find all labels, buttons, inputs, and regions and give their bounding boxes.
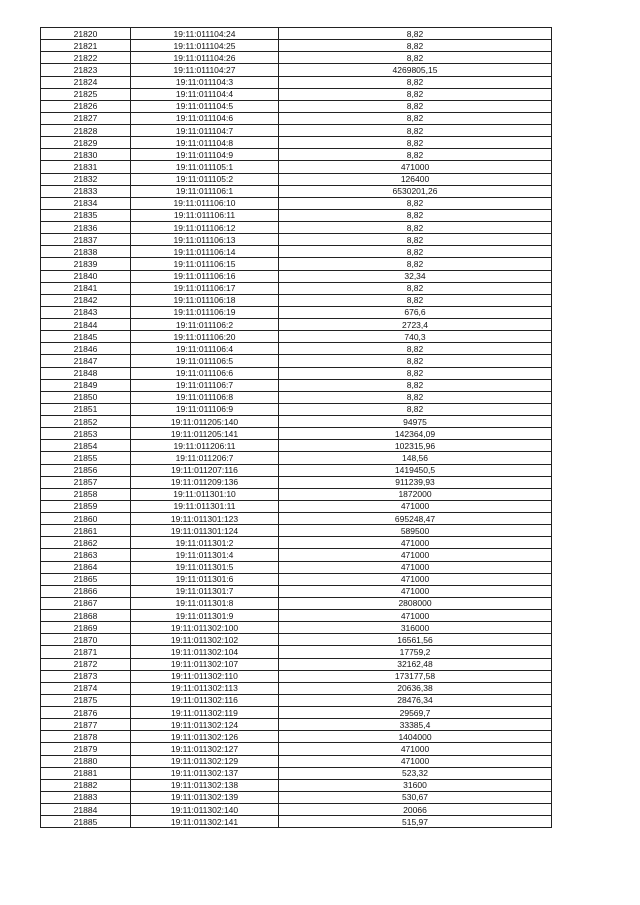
value-cell: 8,82 [279,343,552,355]
row-number-cell: 21865 [41,573,131,585]
cadastral-number-cell: 19:11:011301:2 [131,537,279,549]
cadastral-number-cell: 19:11:011106:14 [131,246,279,258]
table-row [41,125,552,137]
value-cell: 33385,4 [279,719,552,731]
cadastral-number-cell: 19:11:011106:11 [131,209,279,221]
cadastral-number-cell: 19:11:011106:18 [131,294,279,306]
table-row [41,246,552,258]
cadastral-number-cell: 19:11:011209:136 [131,476,279,488]
value-cell: 29569,7 [279,707,552,719]
value-cell: 148,56 [279,452,552,464]
row-number-cell: 21829 [41,137,131,149]
table-row [41,585,552,597]
row-number-cell: 21884 [41,804,131,816]
value-cell: 20066 [279,804,552,816]
table-row [41,149,552,161]
value-cell: 8,82 [279,112,552,124]
cadastral-number-cell: 19:11:011302:124 [131,719,279,731]
cadastral-number-cell: 19:11:011302:129 [131,755,279,767]
table-row [41,634,552,646]
cadastral-number-cell: 19:11:011301:8 [131,597,279,609]
row-number-cell: 21857 [41,476,131,488]
row-number-cell: 21861 [41,525,131,537]
row-number-cell: 21833 [41,185,131,197]
row-number-cell: 21840 [41,270,131,282]
row-number-cell: 21858 [41,488,131,500]
row-number-cell: 21820 [41,28,131,40]
row-number-cell: 21885 [41,816,131,828]
cadastral-number-cell: 19:11:011104:5 [131,100,279,112]
row-number-cell: 21841 [41,282,131,294]
table-row [41,185,552,197]
row-number-cell: 21862 [41,537,131,549]
table-row [41,161,552,173]
value-cell: 8,82 [279,125,552,137]
value-cell: 1872000 [279,488,552,500]
row-number-cell: 21851 [41,403,131,415]
value-cell: 28476,34 [279,694,552,706]
cadastral-number-cell: 19:11:011106:20 [131,331,279,343]
table-row [41,331,552,343]
value-cell: 471000 [279,549,552,561]
value-cell: 1419450,5 [279,464,552,476]
cadastral-number-cell: 19:11:011207:116 [131,464,279,476]
cadastral-number-cell: 19:11:011302:137 [131,767,279,779]
cadastral-number-cell: 19:11:011106:5 [131,355,279,367]
row-number-cell: 21837 [41,234,131,246]
cadastral-number-cell: 19:11:011302:138 [131,779,279,791]
cadastral-number-cell: 19:11:011104:24 [131,28,279,40]
row-number-cell: 21855 [41,452,131,464]
row-number-cell: 21826 [41,100,131,112]
value-cell: 8,82 [279,234,552,246]
table-row [41,755,552,767]
table-row [41,112,552,124]
table-row [41,452,552,464]
row-number-cell: 21832 [41,173,131,185]
table-row [41,270,552,282]
table-row [41,646,552,658]
cadastral-number-cell: 19:11:011301:4 [131,549,279,561]
table-row [41,767,552,779]
row-number-cell: 21882 [41,779,131,791]
value-cell: 8,82 [279,100,552,112]
row-number-cell: 21880 [41,755,131,767]
row-number-cell: 21874 [41,682,131,694]
value-cell: 6530201,26 [279,185,552,197]
row-number-cell: 21879 [41,743,131,755]
value-cell: 102315,96 [279,440,552,452]
cadastral-number-cell: 19:11:011106:17 [131,282,279,294]
value-cell: 8,82 [279,76,552,88]
cadastral-number-cell: 19:11:011105:2 [131,173,279,185]
row-number-cell: 21825 [41,88,131,100]
cadastral-number-cell: 19:11:011301:5 [131,561,279,573]
table-row [41,137,552,149]
cadastral-number-cell: 19:11:011302:140 [131,804,279,816]
value-cell: 32,34 [279,270,552,282]
row-number-cell: 21860 [41,513,131,525]
value-cell: 8,82 [279,137,552,149]
table-row [41,731,552,743]
table-row [41,658,552,670]
value-cell: 471000 [279,537,552,549]
table-row [41,197,552,209]
value-cell: 32162,48 [279,658,552,670]
value-cell: 8,82 [279,197,552,209]
row-number-cell: 21878 [41,731,131,743]
cadastral-number-cell: 19:11:011205:141 [131,428,279,440]
table-row [41,622,552,634]
table-row [41,440,552,452]
row-number-cell: 21823 [41,64,131,76]
value-cell: 2808000 [279,597,552,609]
table-row [41,40,552,52]
cadastral-number-cell: 19:11:011106:15 [131,258,279,270]
row-number-cell: 21873 [41,670,131,682]
value-cell: 589500 [279,525,552,537]
cadastral-number-cell: 19:11:011106:7 [131,379,279,391]
value-cell: 471000 [279,161,552,173]
table-row [41,173,552,185]
table-row [41,222,552,234]
cadastral-number-cell: 19:11:011104:6 [131,112,279,124]
value-cell: 142364,09 [279,428,552,440]
value-cell: 8,82 [279,149,552,161]
table-row [41,294,552,306]
value-cell: 471000 [279,755,552,767]
cadastral-number-cell: 19:11:011301:10 [131,488,279,500]
row-number-cell: 21868 [41,610,131,622]
table-row [41,791,552,803]
row-number-cell: 21848 [41,367,131,379]
cadastral-number-cell: 19:11:011302:139 [131,791,279,803]
cadastral-number-cell: 19:11:011104:26 [131,52,279,64]
cadastral-number-cell: 19:11:011106:4 [131,343,279,355]
row-number-cell: 21863 [41,549,131,561]
row-number-cell: 21877 [41,719,131,731]
table-row [41,52,552,64]
row-number-cell: 21881 [41,767,131,779]
table-row [41,719,552,731]
cadastral-number-cell: 19:11:011302:127 [131,743,279,755]
row-number-cell: 21844 [41,319,131,331]
value-cell: 8,82 [279,52,552,64]
row-number-cell: 21869 [41,622,131,634]
table-row [41,804,552,816]
value-cell: 20636,38 [279,682,552,694]
cadastral-number-cell: 19:11:011302:104 [131,646,279,658]
table-row [41,488,552,500]
row-number-cell: 21870 [41,634,131,646]
row-number-cell: 21824 [41,76,131,88]
cadastral-number-cell: 19:11:011106:10 [131,197,279,209]
row-number-cell: 21872 [41,658,131,670]
value-cell: 8,82 [279,209,552,221]
value-cell: 94975 [279,416,552,428]
cadastral-number-cell: 19:11:011302:119 [131,707,279,719]
table-row [41,682,552,694]
value-cell: 471000 [279,500,552,512]
value-cell: 911239,93 [279,476,552,488]
table-row [41,343,552,355]
table-row [41,464,552,476]
row-number-cell: 21849 [41,379,131,391]
table-row [41,694,552,706]
row-number-cell: 21839 [41,258,131,270]
cadastral-number-cell: 19:11:011106:9 [131,403,279,415]
table-row [41,355,552,367]
table-row [41,573,552,585]
value-cell: 1404000 [279,731,552,743]
cadastral-number-cell: 19:11:011105:1 [131,161,279,173]
table-row [41,76,552,88]
table-row [41,525,552,537]
cadastral-number-cell: 19:11:011106:2 [131,319,279,331]
table-row [41,707,552,719]
row-number-cell: 21864 [41,561,131,573]
table-row [41,234,552,246]
cadastral-number-cell: 19:11:011301:11 [131,500,279,512]
cadastral-number-cell: 19:11:011301:123 [131,513,279,525]
table-row [41,391,552,403]
cadastral-number-cell: 19:11:011301:7 [131,585,279,597]
row-number-cell: 21853 [41,428,131,440]
row-number-cell: 21883 [41,791,131,803]
table-row [41,597,552,609]
cadastral-number-cell: 19:11:011104:8 [131,137,279,149]
cadastral-number-cell: 19:11:011106:1 [131,185,279,197]
cadastral-number-cell: 19:11:011106:13 [131,234,279,246]
row-number-cell: 21854 [41,440,131,452]
row-number-cell: 21871 [41,646,131,658]
table-row [41,282,552,294]
row-number-cell: 21842 [41,294,131,306]
cadastral-number-cell: 19:11:011104:7 [131,125,279,137]
cadastral-number-cell: 19:11:011302:116 [131,694,279,706]
table-row [41,379,552,391]
table-row [41,64,552,76]
table-row [41,428,552,440]
row-number-cell: 21866 [41,585,131,597]
value-cell: 173177,58 [279,670,552,682]
value-cell: 8,82 [279,246,552,258]
value-cell: 471000 [279,610,552,622]
table-row [41,306,552,318]
value-cell: 530,67 [279,791,552,803]
value-cell: 8,82 [279,355,552,367]
row-number-cell: 21835 [41,209,131,221]
value-cell: 471000 [279,585,552,597]
value-cell: 8,82 [279,294,552,306]
table-row [41,100,552,112]
row-number-cell: 21850 [41,391,131,403]
table-row [41,816,552,828]
cadastral-number-cell: 19:11:011302:113 [131,682,279,694]
row-number-cell: 21867 [41,597,131,609]
value-cell: 8,82 [279,28,552,40]
value-cell: 316000 [279,622,552,634]
value-cell: 676,6 [279,306,552,318]
row-number-cell: 21834 [41,197,131,209]
cadastral-number-cell: 19:11:011106:8 [131,391,279,403]
table-row [41,209,552,221]
value-cell: 471000 [279,573,552,585]
table-row [41,549,552,561]
value-cell: 2723,4 [279,319,552,331]
value-cell: 8,82 [279,403,552,415]
row-number-cell: 21830 [41,149,131,161]
table-row [41,258,552,270]
table-row [41,88,552,100]
data-table [40,27,552,828]
value-cell: 17759,2 [279,646,552,658]
cadastral-number-cell: 19:11:011302:110 [131,670,279,682]
cadastral-number-cell: 19:11:011301:6 [131,573,279,585]
table-row [41,537,552,549]
table-row [41,670,552,682]
value-cell: 471000 [279,743,552,755]
row-number-cell: 21845 [41,331,131,343]
table-row [41,500,552,512]
row-number-cell: 21836 [41,222,131,234]
value-cell: 740,3 [279,331,552,343]
row-number-cell: 21821 [41,40,131,52]
value-cell: 8,82 [279,88,552,100]
value-cell: 8,82 [279,258,552,270]
cadastral-number-cell: 19:11:011106:19 [131,306,279,318]
cadastral-number-cell: 19:11:011104:4 [131,88,279,100]
cadastral-number-cell: 19:11:011302:126 [131,731,279,743]
row-number-cell: 21856 [41,464,131,476]
row-number-cell: 21846 [41,343,131,355]
row-number-cell: 21843 [41,306,131,318]
cadastral-number-cell: 19:11:011106:16 [131,270,279,282]
cadastral-number-cell: 19:11:011302:141 [131,816,279,828]
value-cell: 126400 [279,173,552,185]
table-row [41,476,552,488]
cadastral-number-cell: 19:11:011206:7 [131,452,279,464]
table-row [41,403,552,415]
cadastral-number-cell: 19:11:011205:140 [131,416,279,428]
row-number-cell: 21831 [41,161,131,173]
table-row [41,367,552,379]
row-number-cell: 21859 [41,500,131,512]
value-cell: 8,82 [279,367,552,379]
cadastral-number-cell: 19:11:011106:12 [131,222,279,234]
value-cell: 8,82 [279,391,552,403]
value-cell: 523,32 [279,767,552,779]
value-cell: 8,82 [279,40,552,52]
cadastral-number-cell: 19:11:011104:27 [131,64,279,76]
value-cell: 8,82 [279,379,552,391]
row-number-cell: 21838 [41,246,131,258]
table-row [41,28,552,40]
table-row [41,561,552,573]
value-cell: 8,82 [279,222,552,234]
cadastral-number-cell: 19:11:011206:11 [131,440,279,452]
row-number-cell: 21852 [41,416,131,428]
table-row [41,416,552,428]
table-row [41,743,552,755]
cadastral-number-cell: 19:11:011104:3 [131,76,279,88]
row-number-cell: 21822 [41,52,131,64]
value-cell: 515,97 [279,816,552,828]
row-number-cell: 21875 [41,694,131,706]
cadastral-number-cell: 19:11:011302:107 [131,658,279,670]
data-table-body [41,28,552,828]
table-row [41,610,552,622]
cadastral-number-cell: 19:11:011301:124 [131,525,279,537]
value-cell: 31600 [279,779,552,791]
value-cell: 8,82 [279,282,552,294]
value-cell: 16561,56 [279,634,552,646]
row-number-cell: 21847 [41,355,131,367]
row-number-cell: 21876 [41,707,131,719]
value-cell: 471000 [279,561,552,573]
value-cell: 695248,47 [279,513,552,525]
table-row [41,319,552,331]
cadastral-number-cell: 19:11:011302:102 [131,634,279,646]
cadastral-number-cell: 19:11:011302:100 [131,622,279,634]
value-cell: 4269805,15 [279,64,552,76]
cadastral-number-cell: 19:11:011104:9 [131,149,279,161]
row-number-cell: 21827 [41,112,131,124]
row-number-cell: 21828 [41,125,131,137]
table-row [41,779,552,791]
table-row [41,513,552,525]
cadastral-number-cell: 19:11:011106:6 [131,367,279,379]
cadastral-number-cell: 19:11:011104:25 [131,40,279,52]
cadastral-number-cell: 19:11:011301:9 [131,610,279,622]
